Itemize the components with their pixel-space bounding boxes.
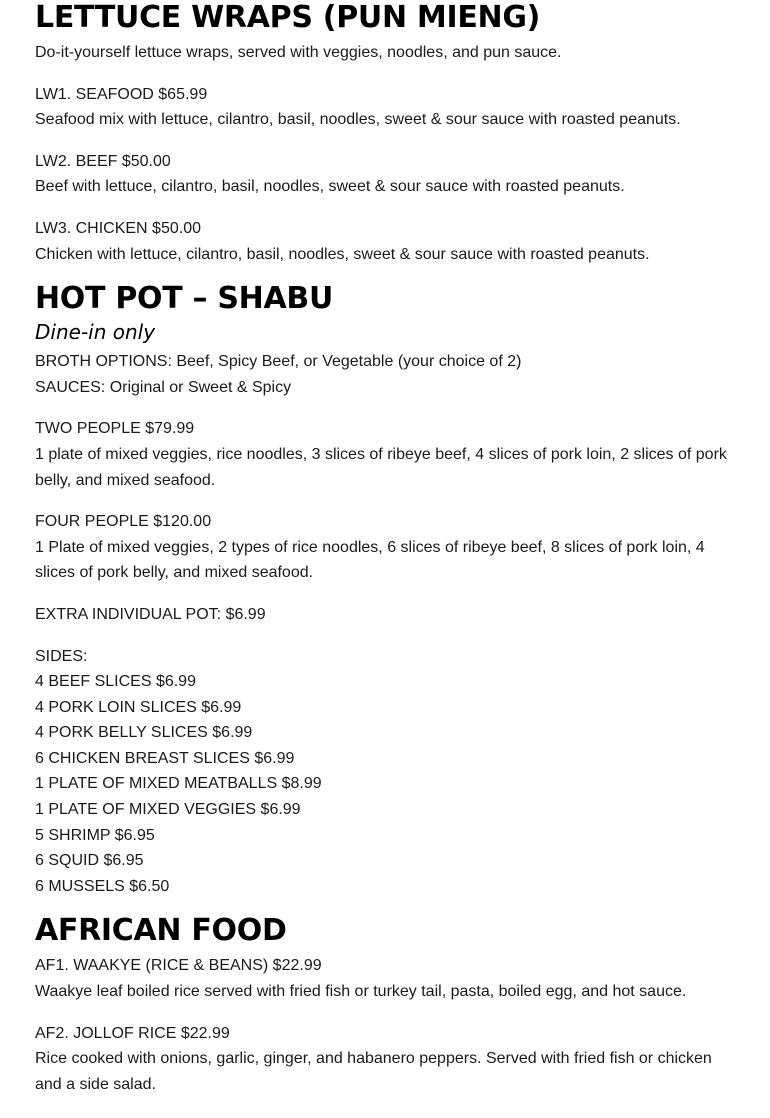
menu-page [35, 0, 735, 1113]
side-item: 4 PORK LOIN SLICES $6.99 [35, 698, 242, 716]
sauce-options: SAUCES: Original or Sweet & Spicy [35, 378, 292, 396]
menu-item-af2 [35, 1021, 735, 1098]
sides-label: SIDES: [35, 647, 88, 665]
menu-item-desc: Chicken with lettuce, cilantro, basil, noodles, sweet & sour sauce with roasted peanuts. [35, 245, 650, 263]
menu-item-desc: Beef with lettuce, cilantro, basil, noodles, sweet & sour sauce with roasted peanuts. [35, 178, 625, 196]
menu-item-four-people [35, 509, 735, 586]
section-title-hot-pot: HOT POT – SHABU [35, 281, 334, 317]
side-item: 6 CHICKEN BREAST SLICES $6.99 [35, 749, 295, 767]
hot-pot-section [35, 281, 735, 899]
side-item: 4 PORK BELLY SLICES $6.99 [35, 724, 253, 742]
lettuce-wraps-intro: Do-it-yourself lettuce wraps, served with veggies, noodles, and pun sauce. [35, 44, 562, 61]
menu-item-lw2 [35, 149, 735, 200]
extra-individual-pot: EXTRA INDIVIDUAL POT: $6.99 [35, 605, 266, 623]
menu-item-desc: 1 Plate of mixed veggies, 2 types of rice noodles, 6 slices of ribeye beef, 8 slices of pork loin, 4 slices of pork belly, and mixed seafood. [35, 538, 705, 582]
dine-in-only-note: Dine-in only [35, 320, 156, 345]
menu-item-name: AF1. WAAKYE (RICE & BEANS) $22.99 [35, 957, 322, 975]
menu-item-desc: 1 plate of mixed veggies, rice noodles, 3 slices of ribeye beef, 4 slices of pork loin, 2 slices of pork belly, and mixed seafood. [35, 445, 727, 489]
menu-item-desc: Waakye leaf boiled rice served with fried fish or turkey tail, pasta, boiled egg, and hot sauce. [35, 983, 687, 1001]
menu-item-desc: Seafood mix with lettuce, cilantro, basil, noodles, sweet & sour sauce with roasted peanuts. [35, 111, 681, 129]
side-item: 1 PLATE OF MIXED VEGGIES $6.99 [35, 801, 301, 819]
side-item: 4 BEEF SLICES $6.99 [35, 673, 196, 691]
side-item: 6 MUSSELS $6.50 [35, 877, 170, 895]
sides-list [35, 644, 735, 900]
section-title-lettuce-wraps: LETTUCE WRAPS (PUN MIENG) [35, 0, 541, 35]
section-title-african-food: AFRICAN FOOD [35, 913, 287, 949]
menu-item-lw1 [35, 82, 735, 133]
menu-item-name: LW1. SEAFOOD $65.99 [35, 85, 208, 103]
african-food-section [35, 913, 735, 1097]
side-item: 1 PLATE OF MIXED MEATBALLS $8.99 [35, 775, 322, 793]
menu-item-name: LW2. BEEF $50.00 [35, 152, 171, 170]
menu-item-lw3 [35, 216, 735, 267]
side-item: 6 SQUID $6.95 [35, 852, 144, 870]
lettuce-wraps-section [35, 0, 735, 267]
side-item: 5 SHRIMP $6.95 [35, 826, 155, 844]
menu-item-af1 [35, 953, 735, 1004]
menu-item-name: FOUR PEOPLE $120.00 [35, 513, 212, 531]
menu-item-name: TWO PEOPLE $79.99 [35, 420, 195, 438]
menu-item-name: AF2. JOLLOF RICE $22.99 [35, 1024, 230, 1042]
menu-item-desc: Rice cooked with onions, garlic, ginger, and habanero peppers. Served with fried fish or chicken and a side salad. [35, 1050, 712, 1093]
menu-item-name: LW3. CHICKEN $50.00 [35, 219, 201, 237]
broth-options: BROTH OPTIONS: Beef, Spicy Beef, or Vegetable (your choice of 2) [35, 353, 522, 371]
menu-item-two-people [35, 416, 735, 493]
